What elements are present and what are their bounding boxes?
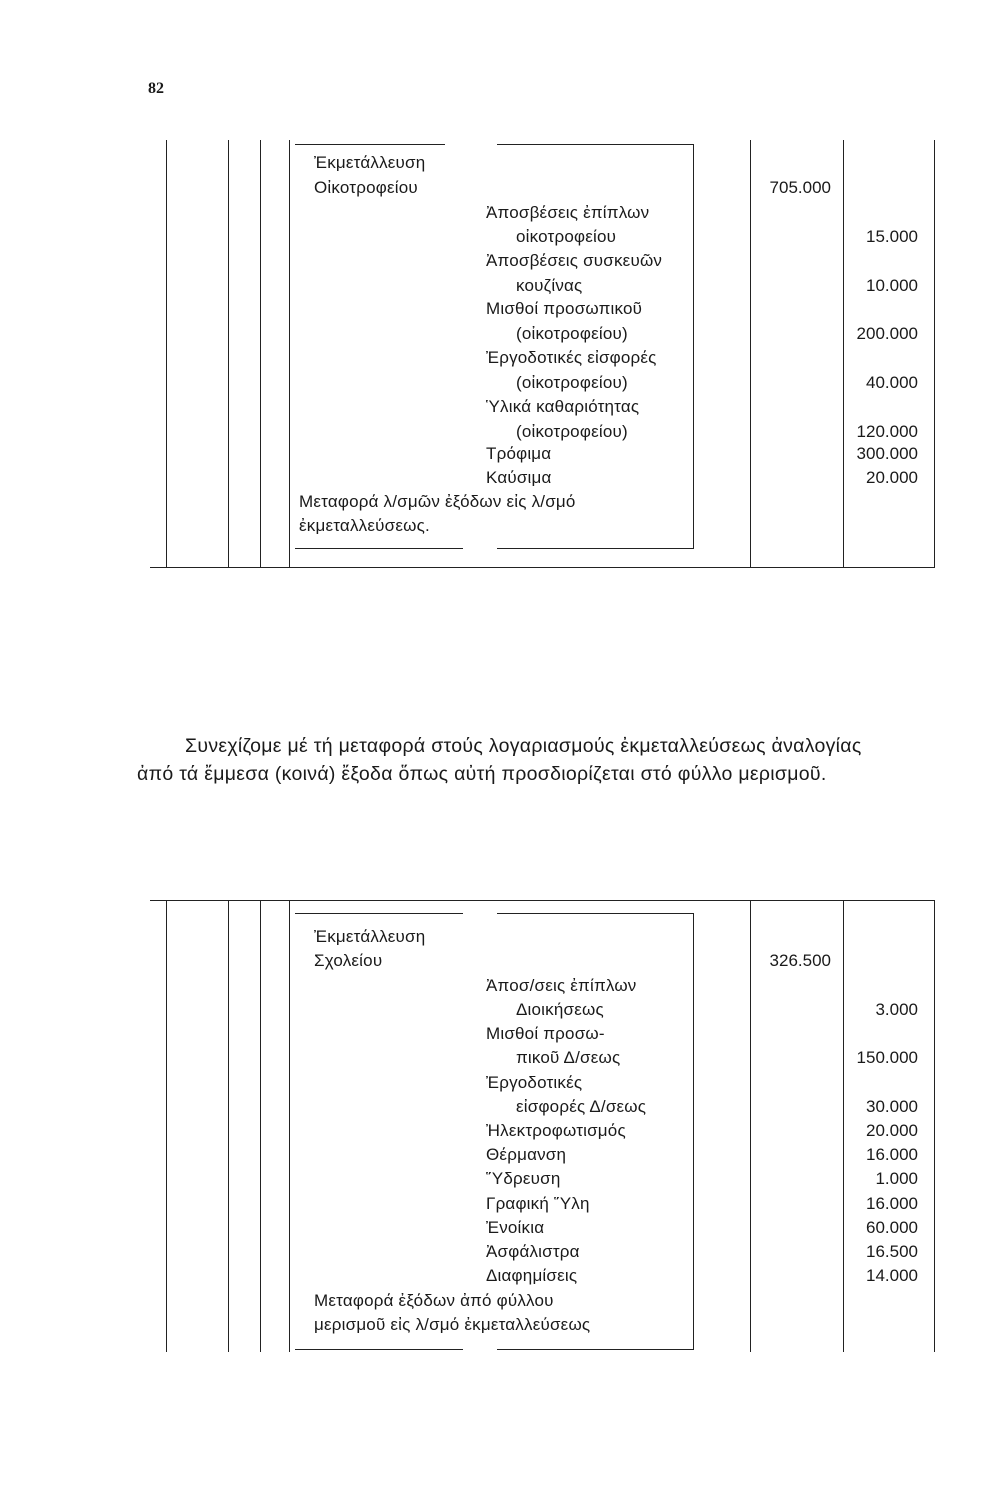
entry2-col-desc-left [289, 900, 290, 1352]
explanatory-paragraph [137, 732, 957, 788]
entry2-open-rule-right [497, 913, 693, 914]
entry1-credit-line: (οἰκοτροφείου) [516, 373, 628, 392]
entry1-top-rule-right [497, 144, 693, 145]
entry2-close-rule-left [295, 1349, 463, 1350]
entry2-credit-amount: 16.000 [866, 1194, 918, 1213]
entry2-top-rule [150, 900, 935, 901]
entry2-narration-line1: Μεταφορά ἐξόδων ἀπό φύλλου [314, 1291, 554, 1310]
entry1-credit-line: Ὑλικά καθαριότητας [486, 397, 640, 416]
entry1-credit-amount: 120.000 [856, 422, 918, 441]
entry2-col-credit-right [934, 900, 935, 1352]
entry2-col-b [260, 900, 261, 1352]
entry2-credit-line: Διαφημίσεις [486, 1266, 578, 1285]
entry2-col-date [166, 900, 167, 1352]
entry2-credit-amount: 16.500 [866, 1242, 918, 1261]
entry1-credit-amount: 300.000 [856, 444, 918, 463]
entry1-col-b [260, 140, 261, 568]
entry1-credit-amount: 200.000 [856, 324, 918, 343]
entry2-debit-account-line2: Σχολείου [314, 951, 383, 970]
entry1-debit-account-line1: Ἐκμετάλλευση [314, 153, 426, 172]
entry2-close-rule-right [497, 1349, 693, 1350]
paragraph-line1: Συνεχίζομε μέ τή μεταφορά στούς λογαριασμούς ἐκμεταλλεύσεως ἀναλογίας [185, 735, 862, 757]
entry2-narration-line2: μερισμοῦ εἰς λ/σμό ἐκμεταλλεύσεως [314, 1315, 591, 1334]
entry2-open-rule-left [295, 913, 463, 914]
entry1-col-credit-right [934, 140, 935, 568]
page-number: 82 [148, 80, 164, 97]
entry1-credit-line: (οἰκοτροφείου) [516, 422, 628, 441]
entry2-credit-line: Γραφική Ὕλη [486, 1194, 590, 1213]
entry2-credit-amount: 14.000 [866, 1266, 918, 1285]
paragraph-line2: ἀπό τά ἔμμεσα (κοινά) ἔξοδα ὅπως αὐτή προσδιορίζεται στό φύλλο μερισμοῦ. [137, 763, 827, 785]
entry1-col-debit-right [843, 140, 844, 568]
entry2-col-debit-right [843, 900, 844, 1352]
entry1-credit-line: Καύσιμα [486, 468, 552, 487]
entry1-narration-line1: Μεταφορά λ/σμῶν ἐξόδων εἰς λ/σμό [299, 492, 576, 511]
entry2-credit-amount: 30.000 [866, 1097, 918, 1116]
entry2-credit-line: εἰσφορές Δ/σεως [516, 1097, 647, 1116]
entry1-debit-account-line2: Οἰκοτροφείου [314, 178, 418, 197]
entry1-credit-line: Μισθοί προσωπικοῦ [486, 299, 643, 318]
entry1-col-desc-left [289, 140, 290, 568]
entry1-col-date [166, 140, 167, 568]
entry1-credit-amount: 20.000 [866, 468, 918, 487]
entry2-col-debit-left [750, 900, 751, 1352]
entry2-credit-amount: 150.000 [856, 1048, 918, 1067]
entry2-credit-amount: 60.000 [866, 1218, 918, 1237]
entry2-credit-line: Θέρμανση [486, 1145, 567, 1164]
entry2-credit-line: πικοῦ Δ/σεως [516, 1048, 621, 1067]
entry1-credit-line: οἰκοτροφείου [516, 227, 617, 246]
entry2-credit-line: Ἀποσ/σεις ἐπίπλων [486, 976, 637, 995]
entry2-col-desc-right [693, 913, 694, 1350]
entry2-credit-line: Διοικήσεως [516, 1000, 604, 1019]
entry2-debit-account-line1: Ἐκμετάλλευση [314, 927, 426, 946]
entry1-credit-line: Ἀποσβέσεις συσκευῶν [486, 251, 663, 270]
entry1-credit-line: (οἰκοτροφείου) [516, 324, 628, 343]
entry1-col-debit-left [750, 140, 751, 568]
entry2-credit-line: Ἀσφάλιστρα [486, 1242, 580, 1261]
entry1-credit-line: κουζίνας [516, 276, 583, 295]
entry1-credit-line: Ἐργοδοτικές εἰσφορές [486, 348, 657, 367]
entry2-credit-line: Μισθοί προσω- [486, 1024, 605, 1043]
entry2-credit-amount: 3.000 [875, 1000, 918, 1019]
entry1-close-rule-right [497, 548, 693, 549]
entry2-col-a [228, 900, 229, 1352]
entry1-credit-amount: 15.000 [866, 227, 918, 246]
entry1-close-rule-left [295, 548, 463, 549]
entry1-credit-amount: 40.000 [866, 373, 918, 392]
entry2-credit-amount: 1.000 [875, 1169, 918, 1188]
entry1-credit-line: Τρόφιμα [486, 444, 552, 463]
entry2-credit-line: Ἠλεκτροφωτισμός [486, 1121, 626, 1140]
entry1-top-rule-left [295, 144, 445, 145]
entry1-bottom-rule [150, 567, 935, 568]
entry2-credit-line: Ὕδρευση [486, 1169, 561, 1188]
entry1-credit-amount: 10.000 [866, 276, 918, 295]
entry2-credit-line: Ἐνοίκια [486, 1218, 545, 1237]
entry1-debit-amount: 705.000 [769, 178, 831, 197]
entry1-col-a [228, 140, 229, 568]
entry2-credit-line: Ἐργοδοτικές [486, 1073, 583, 1092]
entry1-credit-line: Ἀποσβέσεις ἐπίπλων [486, 203, 650, 222]
entry1-narration-line2: ἐκμεταλλεύσεως. [299, 516, 430, 535]
entry2-debit-amount: 326.500 [769, 951, 831, 970]
entry2-credit-amount: 16.000 [866, 1145, 918, 1164]
entry2-credit-amount: 20.000 [866, 1121, 918, 1140]
entry1-col-desc-right [693, 144, 694, 549]
